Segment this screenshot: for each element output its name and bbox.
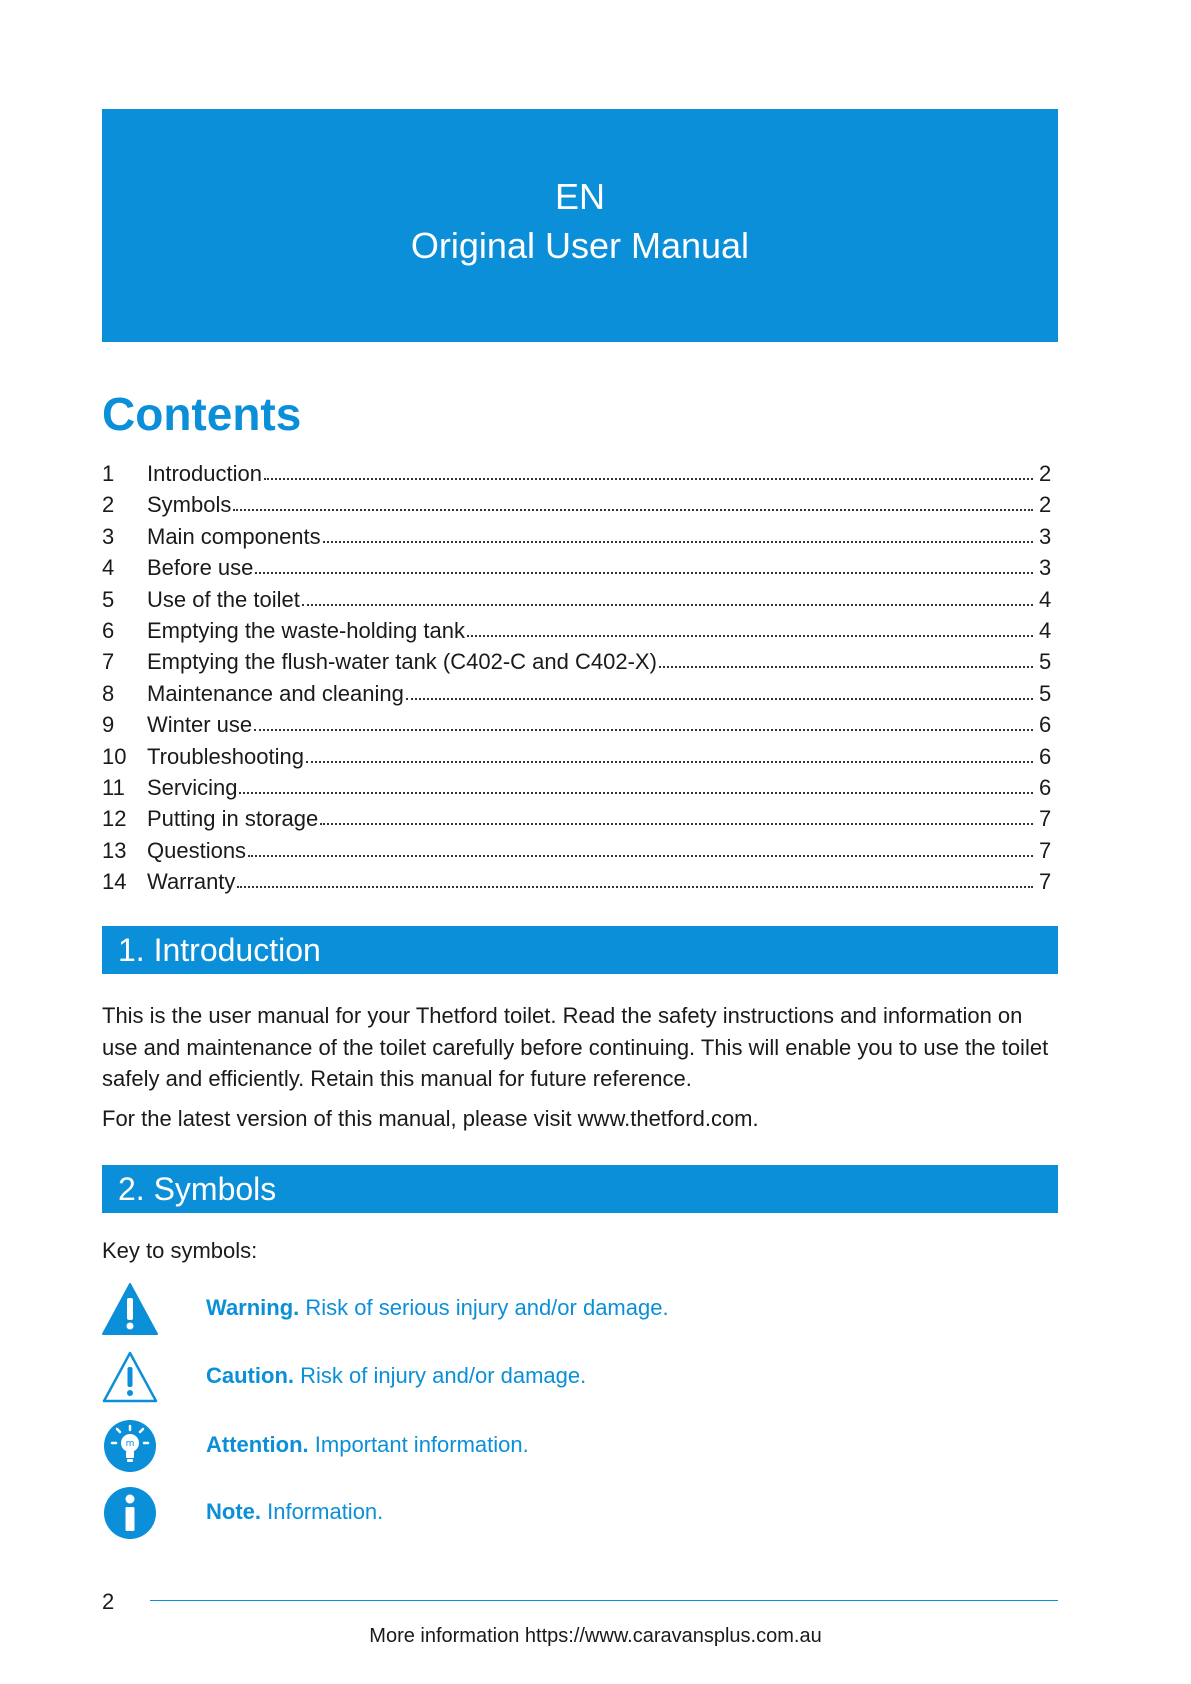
toc-entry[interactable] bbox=[102, 584, 1051, 615]
toc-label: Use of the toilet bbox=[147, 586, 300, 612]
attention-icon bbox=[102, 1418, 158, 1474]
symbols-section-bar bbox=[102, 1165, 1058, 1213]
toc-entry[interactable] bbox=[102, 615, 1051, 646]
symbol-term: Note. bbox=[206, 1499, 261, 1524]
symbol-warning-row bbox=[102, 1281, 1002, 1337]
toc-page: 6 bbox=[1039, 774, 1052, 800]
toc-number: 5 bbox=[102, 586, 115, 612]
toc-label: Before use bbox=[147, 555, 254, 581]
footer-more-info: More information https://www.caravansplus.com.au bbox=[369, 1625, 822, 1647]
toc-page: 4 bbox=[1039, 617, 1052, 643]
toc-page: 6 bbox=[1039, 712, 1052, 738]
toc-label: Winter use bbox=[147, 712, 253, 738]
symbol-attention-text bbox=[206, 1430, 529, 1460]
toc-label: Putting in storage bbox=[147, 806, 319, 832]
symbol-caution-text bbox=[206, 1361, 586, 1391]
language-code: EN bbox=[554, 176, 605, 217]
symbol-term: Attention. bbox=[206, 1432, 309, 1457]
toc-leader bbox=[323, 535, 1033, 543]
toc-number: 3 bbox=[102, 523, 115, 549]
toc-leader bbox=[659, 660, 1033, 668]
symbol-term: Caution. bbox=[206, 1363, 294, 1388]
toc-number: 1 bbox=[102, 461, 115, 486]
toc-number: 6 bbox=[102, 617, 115, 643]
toc-entry[interactable] bbox=[102, 521, 1051, 552]
toc-page: 7 bbox=[1039, 837, 1052, 863]
toc-page: 2 bbox=[1039, 492, 1052, 518]
introduction-heading: 1. Introduction bbox=[118, 932, 321, 968]
page-number: 2 bbox=[102, 1589, 115, 1614]
toc-page: 5 bbox=[1039, 680, 1052, 706]
manual-version-note: For the latest version of this manual, please visit www.thetford.com. bbox=[102, 1106, 759, 1131]
toc-entry[interactable] bbox=[102, 489, 1051, 520]
toc-page: 7 bbox=[1039, 806, 1052, 832]
toc-leader bbox=[233, 503, 1033, 511]
toc-leader bbox=[320, 817, 1033, 825]
toc-label: Introduction bbox=[147, 461, 262, 486]
toc-number: 10 bbox=[102, 743, 127, 769]
contents-heading: Contents bbox=[102, 388, 302, 440]
symbol-description: Important information. bbox=[308, 1432, 529, 1457]
toc-entry[interactable] bbox=[102, 458, 1051, 489]
toc-page: 5 bbox=[1039, 649, 1052, 675]
symbol-description: Risk of injury and/or damage. bbox=[294, 1363, 587, 1388]
symbol-warning-text bbox=[206, 1293, 669, 1323]
toc-entry[interactable] bbox=[102, 709, 1051, 740]
toc-label: Emptying the waste-holding tank bbox=[147, 617, 465, 643]
toc-label: Emptying the flush-water tank (C402-C and C402-X) bbox=[147, 649, 657, 675]
symbol-note-text bbox=[206, 1497, 383, 1527]
toc-entry[interactable] bbox=[102, 552, 1051, 583]
toc-number: 9 bbox=[102, 712, 115, 738]
toc-label: Troubleshooting bbox=[147, 743, 304, 769]
toc-label: Symbols bbox=[147, 492, 232, 518]
toc-leader bbox=[264, 472, 1033, 480]
toc-number: 13 bbox=[102, 837, 127, 863]
toc-leader bbox=[467, 629, 1033, 637]
toc-number: 2 bbox=[102, 492, 115, 518]
info-icon bbox=[102, 1485, 158, 1541]
toc-number: 11 bbox=[102, 774, 125, 800]
toc-label: Questions bbox=[147, 837, 247, 863]
introduction-section-bar bbox=[102, 926, 1058, 974]
symbol-term: Warning. bbox=[206, 1295, 300, 1320]
toc-number: 4 bbox=[102, 555, 115, 581]
toc-leader bbox=[306, 755, 1033, 763]
toc-page: 2 bbox=[1039, 461, 1052, 486]
toc-entry[interactable] bbox=[102, 772, 1051, 803]
toc-label: Maintenance and cleaning bbox=[147, 680, 404, 706]
symbol-caution-row bbox=[102, 1349, 1002, 1405]
toc-number: 12 bbox=[102, 806, 127, 832]
toc-page: 3 bbox=[1039, 523, 1052, 549]
warning-icon bbox=[102, 1281, 158, 1337]
toc-leader bbox=[254, 723, 1033, 731]
toc-leader bbox=[248, 849, 1033, 857]
toc-number: 14 bbox=[102, 869, 127, 895]
toc-label: Warranty bbox=[147, 869, 236, 895]
toc-label: Main components bbox=[147, 523, 321, 549]
table-of-contents bbox=[102, 458, 1051, 897]
toc-label: Servicing bbox=[147, 774, 238, 800]
caution-icon bbox=[102, 1349, 158, 1405]
symbols-heading: 2. Symbols bbox=[118, 1171, 277, 1207]
toc-leader bbox=[406, 692, 1033, 700]
introduction-paragraph: This is the user manual for your Thetford toilet. Read the safety instructions and information on use and maintenance of the toilet carefully before continuing. This will enable you to use the toilet safely and efficiently. Retain this manual for future reference. bbox=[102, 1003, 1049, 1091]
toc-page: 4 bbox=[1039, 586, 1052, 612]
symbol-attention-row bbox=[102, 1418, 1002, 1474]
toc-leader bbox=[239, 786, 1033, 794]
footer-divider bbox=[150, 1600, 1058, 1601]
toc-page: 7 bbox=[1039, 869, 1052, 895]
toc-number: 7 bbox=[102, 649, 115, 675]
toc-entry[interactable] bbox=[102, 646, 1051, 677]
toc-leader bbox=[255, 566, 1033, 574]
toc-leader bbox=[302, 598, 1033, 606]
toc-entry[interactable] bbox=[102, 741, 1051, 772]
manual-title: Original User Manual bbox=[410, 225, 750, 266]
toc-entry[interactable] bbox=[102, 866, 1051, 897]
toc-entry[interactable] bbox=[102, 803, 1051, 834]
key-to-symbols-label: Key to symbols: bbox=[102, 1238, 258, 1263]
symbol-description: Information. bbox=[261, 1499, 384, 1524]
toc-entry[interactable] bbox=[102, 678, 1051, 709]
manual-header-banner bbox=[102, 109, 1058, 342]
toc-number: 8 bbox=[102, 680, 115, 706]
symbol-note-row bbox=[102, 1485, 1002, 1541]
symbol-description: Risk of serious injury and/or damage. bbox=[299, 1295, 669, 1320]
toc-leader bbox=[237, 880, 1033, 888]
toc-entry[interactable] bbox=[102, 835, 1051, 866]
toc-page: 3 bbox=[1039, 555, 1052, 581]
svg-text:m: m bbox=[125, 1439, 135, 1449]
toc-page: 6 bbox=[1039, 743, 1052, 769]
